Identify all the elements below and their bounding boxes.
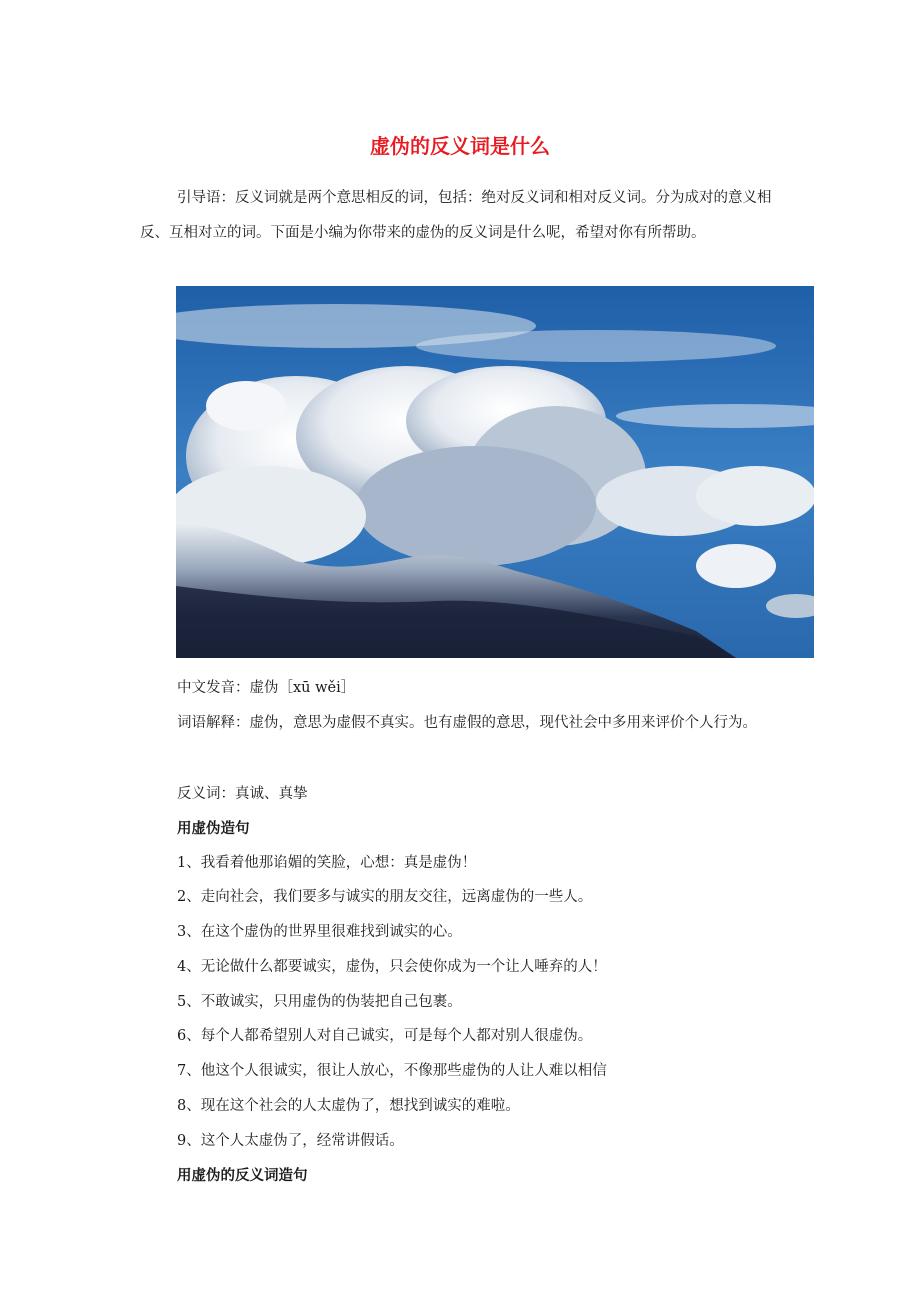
- sentence-item: 7、他这个人很诚实，很让人放心，不像那些虚伪的人让人难以相信: [177, 1063, 607, 1079]
- sentence-item: 2、走向社会，我们要多与诚实的朋友交往，远离虚伪的一些人。: [177, 889, 593, 905]
- section-heading-antonym-sentences: 用虚伪的反义词造句: [177, 1168, 308, 1184]
- explanation-paragraph: 词语解释：虚伪，意思为虚假不真实。也有虚假的意思，现代社会中多用来评价个人行为。: [177, 715, 757, 731]
- section-heading-sentences: 用虚伪造句: [177, 821, 250, 837]
- sentence-item: 6、每个人都希望别人对自己诚实，可是每个人都对别人很虚伪。: [177, 1028, 593, 1044]
- pronunciation-line: 中文发音：虚伪［xū wěi］: [177, 680, 356, 696]
- sentence-item: 1、我看着他那谄媚的笑脸，心想：真是虚伪！: [177, 855, 477, 871]
- sentence-item: 3、在这个虚伪的世界里很难找到诚实的心。: [177, 924, 462, 940]
- sentence-item: 4、无论做什么都要诚实，虚伪，只会使你成为一个让人唾弃的人！: [177, 959, 607, 975]
- antonyms-line: 反义词：真诚、真挚: [177, 786, 308, 802]
- document-title: 虚伪的反义词是什么: [370, 134, 550, 158]
- intro-paragraph: 引导语：反义词就是两个意思相反的词，包括：绝对反义词和相对反义词。分为成对的意义相反、互相对立的词。下面是小编为你带来的虚伪的反义词是什么呢，希望对你有所帮助。: [140, 190, 772, 241]
- sentence-item: 9、这个人太虚伪了，经常讲假话。: [177, 1133, 404, 1149]
- sentence-item: 8、现在这个社会的人太虚伪了，想找到诚实的难啦。: [177, 1098, 520, 1114]
- mountain-clouds-image: [176, 286, 814, 658]
- sentence-item: 5、不敢诚实，只用虚伪的伪装把自己包裹。: [177, 994, 462, 1010]
- landscape-photo: [176, 286, 814, 658]
